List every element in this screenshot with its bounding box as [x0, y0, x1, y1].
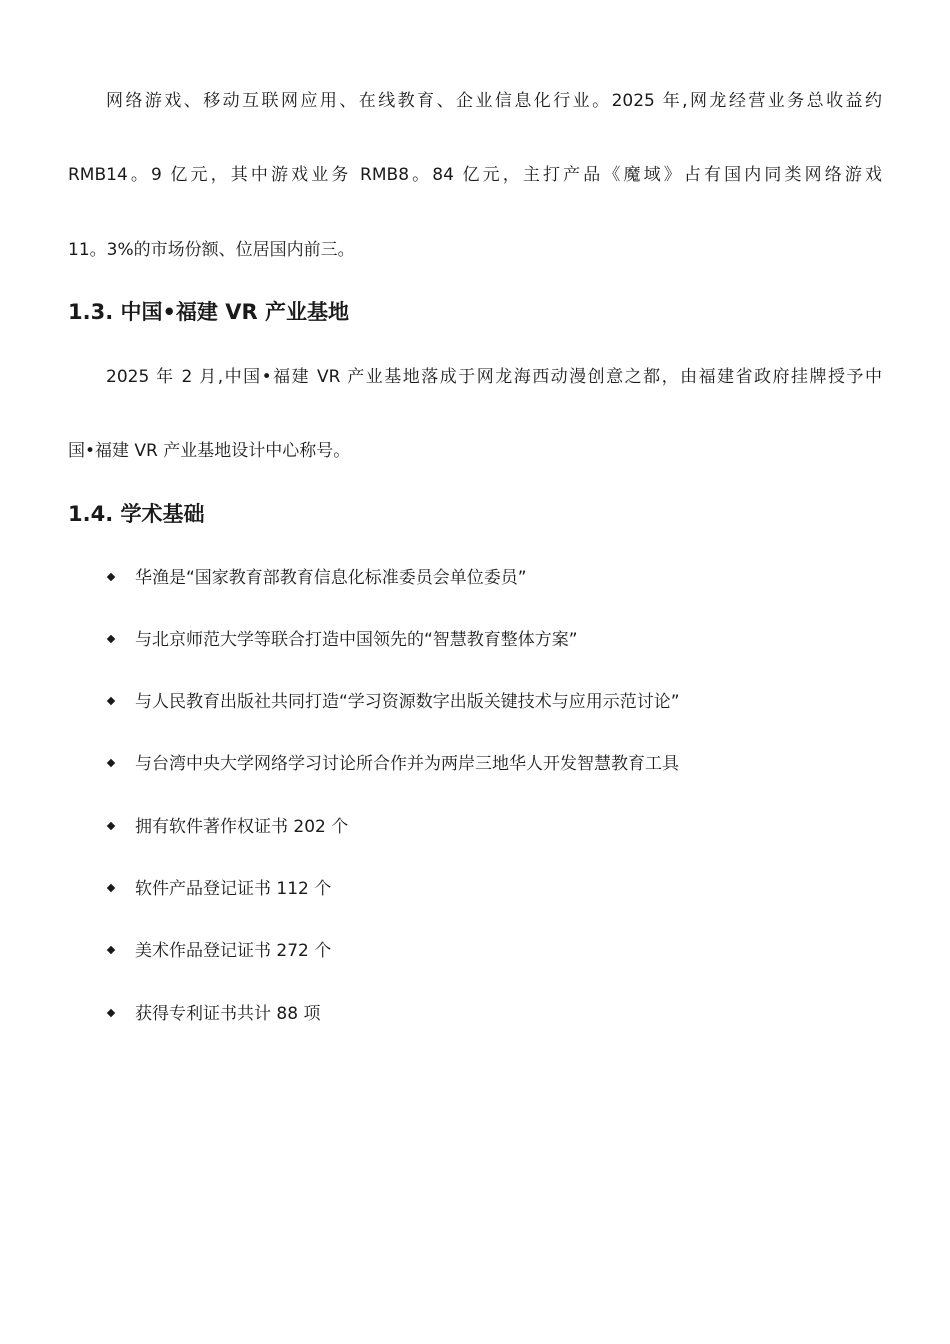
diamond-bullet-icon	[107, 573, 115, 581]
intro-line-2: RMB14。9 亿元，其中游戏业务 RMB8。84 亿元，主打产品《魔域》占有国内同类网络游戏	[68, 165, 882, 185]
section-heading-vr: 1.3. 中国•福建 VR 产业基地	[68, 300, 349, 324]
intro-line-1: 网络游戏、移动互联网应用、在线教育、企业信息化行业。2025 年,网龙经营业务总收益约	[106, 91, 882, 111]
list-item-text: 拥有软件著作权证书 202 个	[135, 817, 349, 837]
vr-line-1: 2025 年 2 月,中国•福建 VR 产业基地落成于网龙海西动漫创意之都，由福建省政府挂牌授予中	[106, 367, 882, 387]
diamond-bullet-icon	[107, 946, 115, 954]
diamond-bullet-icon	[107, 1009, 115, 1017]
list-item-text: 美术作品登记证书 272 个	[135, 941, 332, 961]
list-item-text: 软件产品登记证书 112 个	[135, 879, 332, 899]
diamond-bullet-icon	[107, 697, 115, 705]
list-item-text: 与北京师范大学等联合打造中国领先的“智慧教育整体方案”	[135, 630, 578, 650]
diamond-bullet-icon	[107, 822, 115, 830]
diamond-bullet-icon	[107, 635, 115, 643]
list-item-text: 获得专利证书共计 88 项	[135, 1004, 321, 1024]
section-heading-academic: 1.4. 学术基础	[68, 502, 205, 526]
vr-line-2: 国•福建 VR 产业基地设计中心称号。	[68, 441, 351, 461]
list-item-text: 华渔是“国家教育部教育信息化标准委员会单位委员”	[135, 568, 527, 588]
diamond-bullet-icon	[107, 759, 115, 767]
list-item-text: 与台湾中央大学网络学习讨论所合作并为两岸三地华人开发智慧教育工具	[135, 754, 679, 774]
diamond-bullet-icon	[107, 884, 115, 892]
list-item-text: 与人民教育出版社共同打造“学习资源数字出版关键技术与应用示范讨论”	[135, 692, 680, 712]
intro-line-3: 11。3%的市场份额、位居国内前三。	[68, 240, 355, 260]
